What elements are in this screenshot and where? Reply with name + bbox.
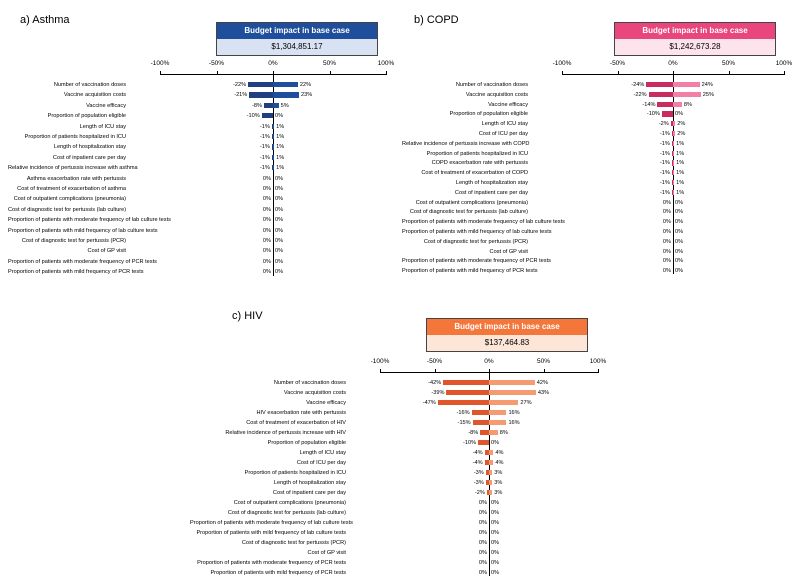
category-label: Proportion of patients with moderate frequency of PCR tests — [8, 258, 157, 265]
bar-label-high: 3% — [494, 470, 503, 476]
category-label: Relative incidence of pertussis increase with asthma — [8, 165, 138, 172]
category-label: Proportion of patients hospitalized in ICU — [426, 150, 528, 157]
category-label: Cost of treatment of exacerbation of COPD — [421, 170, 528, 177]
bar-label-low: 0% — [662, 248, 671, 255]
bar-label-low: -10% — [463, 440, 477, 446]
bar-label-low: 0% — [262, 196, 271, 203]
bar-label-low: -10% — [646, 111, 660, 118]
bar-label-low: 0% — [662, 258, 671, 265]
bar-label-high: 22% — [299, 82, 312, 88]
bar-label-low: 0% — [262, 248, 271, 255]
bar-label-low: 0% — [478, 520, 487, 526]
bar-label-high: 42% — [536, 380, 548, 386]
bar-label-low: -39% — [431, 390, 445, 396]
category-label: Vaccine efficacy — [488, 101, 528, 108]
category-label: Number of vaccination doses — [273, 380, 346, 386]
bar-low-value — [646, 82, 673, 87]
category-label: Cost of diagnostic test for pertussis (lab culture) — [409, 209, 528, 216]
bar-low-value — [249, 92, 273, 97]
bar-label-low: -1% — [259, 165, 270, 172]
bar-high-value — [489, 450, 493, 455]
bar-label-high: 1% — [676, 189, 685, 196]
bar-high-value — [489, 420, 506, 425]
bar-label-low: -1% — [659, 189, 670, 196]
bar-label-high: 0% — [675, 209, 684, 216]
bar-label-low: -22% — [633, 91, 647, 98]
category-label: Proportion of population eligible — [47, 113, 126, 120]
bar-label-high: 0% — [275, 217, 284, 224]
bar-label-low: 0% — [478, 570, 487, 576]
bar-high-value — [489, 480, 492, 485]
category-label: Proportion of patients with moderate frequency of lab culture tests — [8, 217, 171, 224]
bar-high-value — [673, 131, 675, 136]
bar-high-value — [489, 430, 498, 435]
legend-asthma — [216, 22, 378, 56]
bar-label-low: -1% — [259, 134, 270, 140]
bar-label-high: 1% — [276, 154, 285, 161]
category-label: Proportion of population eligible — [267, 440, 346, 446]
x-axis-tick — [784, 71, 785, 75]
category-label: Proportion of patients with mild frequency of lab culture tests — [196, 530, 346, 536]
bar-label-high: 1% — [676, 170, 685, 177]
category-label: Cost of GP visit — [489, 248, 528, 255]
x-axis-tick-label: 100% — [775, 60, 793, 67]
category-label: Cost of treatment of exacerbation of HIV — [246, 420, 346, 426]
bar-label-low: 0% — [662, 209, 671, 216]
bar-low-value — [662, 111, 673, 116]
bar-label-low: -3% — [473, 480, 484, 486]
category-label: Proportion of patients with moderate frequency of lab culture tests — [190, 520, 353, 526]
bar-label-low: 0% — [478, 550, 487, 556]
category-label: Length of ICU stay — [481, 121, 528, 128]
bar-high-value — [273, 144, 274, 149]
bar-label-high: 8% — [499, 430, 508, 436]
bar-high-value — [489, 400, 518, 405]
bar-label-high: 0% — [675, 199, 684, 206]
category-label: Relative incidence of pertussis increase with HIV — [225, 430, 346, 436]
bar-label-low: -4% — [472, 460, 483, 466]
bar-label-high: 3% — [494, 480, 503, 486]
x-axis-tick-label: 0% — [268, 60, 278, 67]
category-label: Number of vaccination doses — [455, 82, 528, 88]
x-axis-tick — [380, 369, 381, 373]
category-label: Proportion of patients with moderate frequency of lab culture tests — [402, 219, 565, 226]
bar-label-high: 0% — [491, 550, 500, 556]
bar-low-value — [443, 380, 489, 385]
bar-label-high: 0% — [675, 248, 684, 255]
category-label: Length of ICU stay — [79, 123, 126, 130]
category-label: Cost of inpatient care per day — [272, 490, 346, 496]
bar-label-low: 0% — [662, 219, 671, 226]
bar-label-high: 0% — [675, 229, 684, 235]
bar-label-high: 0% — [275, 258, 284, 265]
bar-label-high: 16% — [508, 410, 520, 416]
bar-label-high: 27% — [520, 400, 532, 406]
bar-label-low: 0% — [478, 500, 487, 506]
category-label: Proportion of patients with mild frequency of PCR tests — [8, 269, 144, 276]
panel-copd — [402, 8, 796, 304]
bar-high-value — [673, 170, 674, 175]
panel-asthma — [8, 8, 400, 304]
category-label: Cost of outpatient complications (pneumonia) — [233, 500, 346, 506]
bar-label-high: 1% — [676, 150, 685, 157]
x-axis-tick-label: -50% — [426, 358, 443, 365]
x-axis-tick-label: -100% — [150, 60, 170, 67]
bar-label-low: -1% — [259, 154, 270, 161]
legend-header-copd: Budget impact in base case — [615, 23, 775, 39]
x-axis-tick — [386, 71, 387, 75]
bar-label-low: -4% — [472, 450, 483, 456]
bar-high-value — [489, 410, 506, 415]
category-label: Vaccine acquisition costs — [63, 92, 126, 99]
category-label: Cost of outpatient complications (pneumonia) — [415, 199, 528, 206]
bar-low-value — [478, 440, 489, 445]
category-label: Asthma exacerbation rate with pertussis — [26, 175, 126, 182]
bar-label-high: 23% — [300, 92, 313, 99]
bar-high-value — [489, 390, 536, 395]
bar-low-value — [262, 113, 273, 118]
bar-high-value — [673, 82, 700, 87]
category-label: Cost of diagnostic test for pertussis (lab culture) — [8, 206, 127, 213]
bar-label-low: 0% — [262, 238, 271, 244]
bar-label-low: 0% — [662, 238, 671, 245]
bar-high-value — [273, 92, 299, 97]
category-label: Relative incidence of pertussis increase with COPD — [402, 140, 530, 147]
x-axis-tick — [330, 71, 331, 75]
bar-label-low: -47% — [422, 400, 436, 406]
panel-title-copd: b) COPD — [414, 14, 459, 26]
bar-high-value — [673, 141, 674, 146]
bar-label-high: 8% — [683, 101, 692, 108]
x-axis-tick-label: -50% — [609, 60, 626, 67]
legend-copd — [614, 22, 776, 56]
category-label: Cost of inpatient care per day — [52, 154, 126, 161]
bar-label-low: -1% — [259, 144, 270, 151]
category-label: Cost of ICU per day — [296, 460, 346, 466]
bar-label-high: 0% — [675, 111, 684, 118]
x-axis-tick-label: -100% — [552, 60, 572, 67]
bar-label-high: 0% — [675, 219, 684, 226]
bar-label-high: 1% — [276, 144, 285, 151]
tornado-chart-asthma — [8, 60, 400, 300]
bar-high-value — [673, 190, 674, 195]
bar-label-low: 0% — [262, 217, 271, 224]
category-label: Length of hospitalization stay — [53, 144, 126, 151]
bar-high-value — [489, 470, 492, 475]
legend-header-hiv: Budget impact in base case — [427, 319, 587, 335]
bar-label-low: -10% — [246, 113, 260, 120]
category-label: Cost of treatment of exacerbation of asthma — [17, 186, 126, 192]
bar-label-low: 0% — [262, 206, 271, 213]
bar-label-high: 0% — [491, 510, 500, 516]
bar-label-low: 0% — [662, 268, 671, 275]
bar-label-low: -1% — [659, 150, 670, 157]
x-axis-tick — [618, 71, 619, 75]
x-axis-tick-label: 100% — [589, 358, 607, 365]
legend-header-asthma: Budget impact in base case — [217, 23, 377, 39]
x-axis-tick-label: -50% — [208, 60, 225, 67]
bar-high-value — [673, 102, 682, 107]
panel-title-asthma: a) Asthma — [20, 14, 70, 26]
x-axis-tick-label: 50% — [721, 60, 735, 67]
category-label: Proportion of patients hospitalized in ICU — [244, 470, 346, 476]
bar-label-low: 0% — [478, 540, 487, 546]
legend-value-asthma: $1,304,851.17 — [217, 39, 377, 55]
bar-high-value — [673, 151, 674, 156]
bar-label-low: 0% — [662, 229, 671, 235]
bar-label-low: -1% — [659, 160, 670, 167]
bar-label-low: -24% — [631, 82, 645, 88]
bar-label-high: 4% — [495, 460, 504, 466]
category-label: Length of hospitalization stay — [455, 180, 528, 186]
bar-label-low: -1% — [659, 131, 670, 137]
category-label: Cost of diagnostic test for pertussis (PCR) — [21, 238, 126, 244]
bar-label-low: 0% — [262, 175, 271, 182]
category-label: Proportion of patients with mild frequency of lab culture tests — [402, 229, 552, 235]
bar-label-high: 0% — [675, 268, 684, 275]
bar-label-high: 0% — [275, 113, 284, 120]
bar-label-high: 1% — [676, 180, 685, 186]
bar-label-high: 1% — [276, 165, 285, 172]
category-label: Length of ICU stay — [299, 450, 346, 456]
x-axis-tick-label: 50% — [322, 60, 336, 67]
bar-label-high: 0% — [491, 560, 500, 566]
bar-low-value — [438, 400, 489, 405]
bar-label-low: -16% — [456, 410, 470, 416]
panel-hiv — [190, 310, 610, 586]
category-label: Cost of diagnostic test for pertussis (lab culture) — [227, 510, 346, 516]
bar-label-low: 0% — [662, 199, 671, 206]
x-axis-tick-label: 0% — [484, 358, 494, 365]
bar-label-high: 0% — [275, 269, 284, 276]
category-label: Vaccine acquisition costs — [283, 390, 346, 396]
x-axis-tick-label: 100% — [377, 60, 395, 67]
bar-label-high: 1% — [276, 134, 285, 140]
x-axis-tick — [729, 71, 730, 75]
bar-label-low: 0% — [478, 530, 487, 536]
bar-label-low: 0% — [262, 186, 271, 192]
category-label: COPD exacerbation rate with pertussis — [431, 160, 528, 167]
bar-label-low: -15% — [457, 420, 471, 426]
bar-label-low: -8% — [468, 430, 479, 436]
bar-label-high: 1% — [676, 140, 685, 147]
bar-label-low: -14% — [642, 101, 656, 108]
bar-label-high: 0% — [675, 238, 684, 245]
tornado-chart-copd — [402, 60, 796, 308]
category-label: Cost of GP visit — [307, 550, 346, 556]
bar-label-high: 0% — [275, 175, 284, 182]
bar-label-high: 24% — [701, 82, 713, 88]
category-label: Proportion of patients with moderate frequency of PCR tests — [197, 560, 346, 566]
category-label: Cost of diagnostic test for pertussis (PCR) — [423, 238, 528, 245]
category-label: Vaccine acquisition costs — [465, 91, 528, 98]
bar-label-high: 25% — [702, 91, 714, 98]
category-label: HIV exacerbation rate with pertussis — [256, 410, 346, 416]
bar-label-low: -8% — [252, 102, 262, 109]
bar-label-high: 2% — [677, 121, 686, 128]
bar-label-low: 0% — [478, 510, 487, 516]
legend-value-hiv: $137,464.83 — [427, 335, 587, 351]
bar-high-value — [273, 124, 274, 129]
bar-label-high: 5% — [280, 102, 289, 109]
bar-label-high: 4% — [495, 450, 504, 456]
bar-label-low: -2% — [658, 121, 669, 128]
category-label: Cost of outpatient complications (pneumonia) — [13, 196, 126, 203]
x-axis-tick — [598, 369, 599, 373]
x-axis-tick — [562, 71, 563, 75]
bar-low-value — [264, 103, 273, 108]
bar-label-high: 2% — [677, 131, 686, 137]
bar-label-high: 0% — [491, 540, 500, 546]
bar-label-low: 0% — [262, 227, 271, 234]
bar-high-value — [273, 155, 274, 160]
bar-label-high: 0% — [675, 258, 684, 265]
bar-high-value — [273, 165, 274, 170]
category-label: Length of hospitalization stay — [273, 480, 346, 486]
bar-label-low: -1% — [659, 140, 670, 147]
bar-label-high: 0% — [275, 206, 284, 213]
bar-high-value — [673, 121, 675, 126]
panel-title-hiv: c) HIV — [232, 310, 263, 322]
x-axis-tick — [160, 71, 161, 75]
category-label: Proportion of population eligible — [449, 111, 528, 118]
bar-label-low: 0% — [262, 269, 271, 276]
bar-low-value — [446, 390, 489, 395]
bar-label-high: 43% — [537, 390, 550, 396]
bar-label-low: -1% — [259, 123, 270, 130]
bar-low-value — [473, 420, 489, 425]
bar-label-high: 16% — [508, 420, 520, 426]
bar-label-high: 0% — [491, 440, 500, 446]
category-label: Vaccine efficacy — [86, 102, 126, 109]
bar-label-high: 0% — [275, 196, 284, 203]
category-label: Cost of GP visit — [87, 248, 126, 255]
category-label: Cost of diagnostic test for pertussis (PCR) — [241, 540, 346, 546]
bar-label-high: 0% — [275, 248, 284, 255]
bar-low-value — [472, 410, 489, 415]
x-axis-tick — [435, 369, 436, 373]
x-axis-tick — [217, 71, 218, 75]
category-label: Vaccine efficacy — [306, 400, 346, 406]
bar-high-value — [489, 380, 535, 385]
bar-label-high: 0% — [491, 530, 500, 536]
bar-high-value — [273, 103, 279, 108]
legend-hiv — [426, 318, 588, 352]
bar-label-high: 0% — [491, 520, 500, 526]
bar-high-value — [673, 160, 674, 165]
category-label: Proportion of patients with mild frequency of PCR tests — [210, 570, 346, 576]
category-label: Proportion of patients with mild frequency of lab culture tests — [8, 227, 158, 234]
bar-label-high: 0% — [275, 227, 284, 234]
bar-label-low: 0% — [478, 560, 487, 566]
bar-label-low: -3% — [473, 470, 484, 476]
bar-label-high: 3% — [494, 490, 503, 496]
bar-high-value — [489, 460, 493, 465]
category-label: Proportion of patients with moderate frequency of PCR tests — [402, 258, 551, 265]
x-axis-tick — [544, 369, 545, 373]
bar-high-value — [673, 180, 674, 185]
bar-low-value — [657, 102, 673, 107]
bar-label-low: -21% — [234, 92, 248, 99]
category-label: Cost of inpatient care per day — [454, 189, 528, 196]
bar-label-high: 0% — [275, 186, 284, 192]
bar-label-low: -22% — [233, 82, 247, 88]
tornado-chart-hiv — [190, 358, 610, 586]
bar-low-value — [649, 92, 673, 97]
bar-label-low: -2% — [474, 490, 485, 496]
bar-low-value — [248, 82, 273, 87]
bar-label-high: 0% — [491, 570, 500, 576]
bar-label-high: 0% — [491, 500, 500, 506]
bar-label-low: -1% — [659, 170, 670, 177]
x-axis-tick-label: 50% — [536, 358, 550, 365]
bar-label-low: -1% — [659, 180, 670, 186]
category-label: Number of vaccination doses — [53, 82, 126, 88]
x-axis-tick-label: -100% — [370, 358, 390, 365]
bar-low-value — [480, 430, 489, 435]
bar-label-high: 0% — [275, 238, 284, 244]
bar-high-value — [273, 134, 274, 139]
bar-high-value — [273, 82, 298, 87]
bar-high-value — [489, 490, 492, 495]
bar-label-high: 1% — [676, 160, 685, 167]
category-label: Proportion of patients hospitalized in ICU — [24, 134, 126, 140]
x-axis-tick-label: 0% — [668, 60, 678, 67]
category-label: Proportion of patients with mild frequency of PCR tests — [402, 268, 538, 275]
bar-high-value — [673, 92, 701, 97]
bar-label-low: 0% — [262, 258, 271, 265]
bar-label-high: 1% — [276, 123, 285, 130]
bar-label-low: -42% — [428, 380, 442, 386]
category-label: Cost of ICU per day — [478, 131, 528, 137]
legend-value-copd: $1,242,673.28 — [615, 39, 775, 55]
